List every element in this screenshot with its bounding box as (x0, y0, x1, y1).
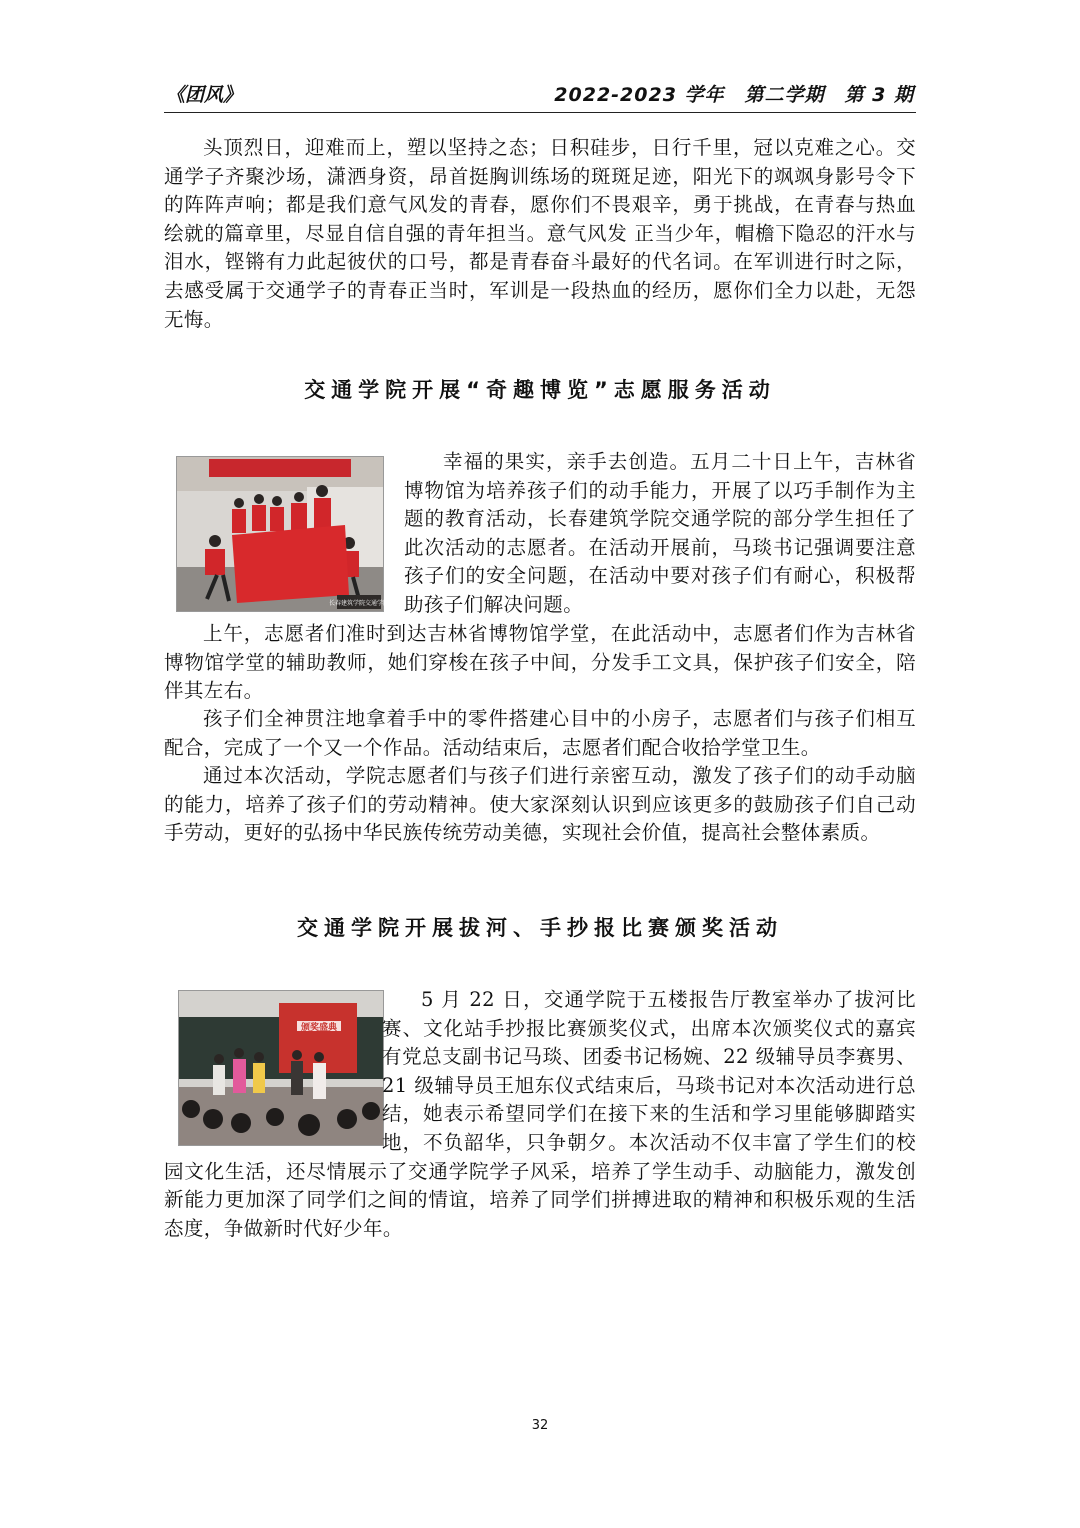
screen-text: 颁奖盛典 (300, 1023, 338, 1033)
article1-paragraph-2: 上午，志愿者们准时到达吉林省博物馆学堂，在此活动中，志愿者们作为吉林省博物馆学堂的辅助教师，她们穿梭在孩子中间，分发手工文具，保护孩子们安全，陪伴其左右。 (164, 622, 916, 703)
photo-float-spacer (164, 982, 382, 1154)
page-number: 32 (531, 1418, 549, 1433)
article2-paragraph-1-text: 5 月 22 日，交通学院于五楼报告厅教室举办了拔河比赛、文化站手抄报比赛颁奖仪式，出席本次颁奖仪式的嘉宾有党总支副书记马琰、团委书记杨婉、22 级辅导员李赛男、21 级辅导员王旭东仪式结束后，马琰书记对本次活动进行总结，她表示希望同学们在接下来的生活和学习里能够脚踏实地，不负韶华，只争朝夕。本次活动不仅丰富了学生们的校园文化生活，还尽情展示了交通学院学子风采，培养了学生动手、动脑能力，激发创新能力更加深了同学们之间的情谊，培养了同学们拼搏进取的精神和积极乐观的生活态度，争做新时代好少年。 (164, 988, 916, 1240)
photo-caption: 长春建筑学院交通学院 (328, 600, 390, 607)
magazine-name: 《团风》 (166, 84, 243, 106)
volunteer-group-photo (176, 456, 390, 612)
article2-title: 交通学院开展拔河、手抄报比赛颁奖活动 (297, 916, 783, 940)
article1-paragraph-4: 通过本次活动，学院志愿者们与孩子们进行亲密互动，激发了孩子们的动手动脑的能力，培养了孩子们的劳动精神。使大家深刻认识到应该更多的鼓励孩子们自己动手劳动，更好的弘扬中华民族传统劳动美德，实现社会价值，提高社会整体素质。 (164, 764, 916, 845)
article1-paragraph-3: 孩子们全神贯注地拿着手中的零件搭建心目中的小房子，志愿者们与孩子们相互配合，完成了一个又一个作品。活动结束后，志愿者们配合收拾学堂卫生。 (164, 707, 916, 759)
issue-info: 2022-2023 学年 第二学期 第 3 期 (554, 84, 914, 106)
article1-paragraph-1: 幸福的果实，亲手去创造。五月二十日上午，吉林省博物馆为培养孩子们的动手能力，开展了以巧手制作为主题的教育活动，长春建筑学院交通学院的部分学生担任了此次活动的志愿者。在活动开展前，马琰书记强调要注意孩子们的安全问题，在活动中要对孩子们有耐心，积极帮助孩子们解决问题。 (404, 450, 916, 616)
article1-title: 交通学院开展“奇趣博览”志愿服务活动 (304, 378, 776, 402)
page-header (164, 78, 916, 113)
intro-paragraph: 头顶烈日，迎难而上，塑以坚持之态；日积硅步，日行千里，冠以克难之心。交通学子齐聚沙场，潇洒身资，昂首挺胸训练场的斑斑足迹，阳光下的飒飒身影号令下的阵阵声响；都是我们意气风发的青春，愿你们不畏艰辛，勇于挑战，在青春与热血绘就的篇章里，尽显自信自强的青年担当。意气风发 正当少年，帽檐下隐忍的汗水与泪水，铿锵有力此起彼伏的口号，都是青春奋斗最好的代名词。在军训进行时之际，去感受属于交通学子的青春正当时，军训是一段热血的经历，愿你们全力以赴，无怨无悔。 (164, 136, 916, 331)
article2-paragraph-1 (164, 986, 916, 1243)
